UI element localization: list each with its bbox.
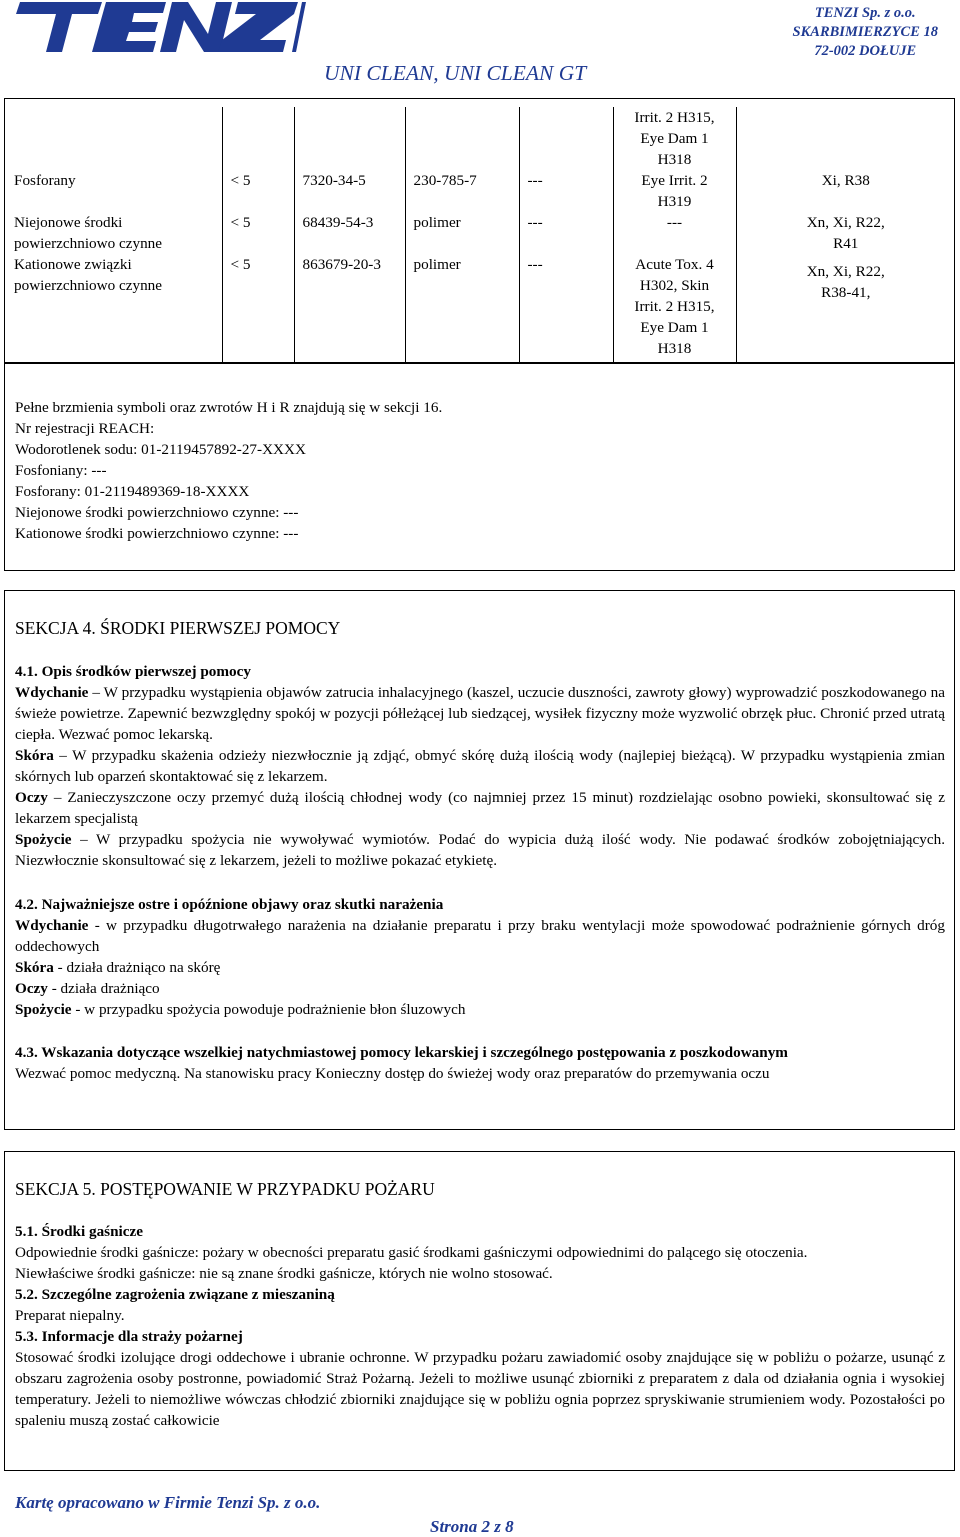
subsection-title: 5.2. Szczególne zagrożenia związane z mieszaniną [15, 1286, 335, 1303]
cell-symbols: Xn, Xi, R22, R38-41, [736, 254, 955, 363]
first-aid-item: Skóra – W przypadku skażenia odzieży niezwłocznie ją zdjąć, obmyć skórę dużą ilością wody (najlepiej bieżącą). W przypadku wystąpienia zmian skórnych lub oparzeń skontaktować się z lekarzem. [15, 747, 945, 785]
section-5-title: SEKCJA 5. POSTĘPOWANIE W PRZYPADKU POŻARU [15, 1179, 435, 1199]
subsection-text: Preparat niepalny. [15, 1307, 125, 1324]
first-aid-item: Oczy – Zanieczyszczone oczy przemyć dużą ilością chłodnej wody (co najmniej przez 15 minut) rozdzielając osobno powieki, skonsultować się z lekarzem specjalistą [15, 789, 945, 827]
table-row [4, 170, 955, 212]
subsection-4-3 [15, 1042, 945, 1084]
cell-ec: 230-785-7 [405, 170, 519, 212]
cell-concentration: < 5 [222, 212, 294, 254]
note-line: Fosforany: 01-2119489369-18-XXXX [15, 483, 250, 500]
note-line: Wodorotlenek sodu: 01-2119457892-27-XXXX [15, 441, 306, 458]
symptom-item: Wdychanie - w przypadku długotrwałego narażenia na działanie preparatu i przy braku wentylacji może spowodować podrażnienie górnych dróg oddechowych [15, 917, 945, 955]
cell-classification: --- [613, 212, 736, 254]
subsection-title: 5.1. Środki gaśnicze [15, 1223, 143, 1240]
first-aid-item: Wdychanie – W przypadku wystąpienia objawów zatrucia inhalacyjnego (kaszel, uczucie duszności, zawroty głowy) wyprowadzić poszkodowanego na świeże powietrze. Zapewnić bezwzględny spokój w pozycji półleżącej lub siedzącej, wysiłek fizyczny może wyzwolić obrzęk płuc. Chronić przed utratą ciepła. Wezwać pomoc lekarską. [15, 684, 945, 743]
company-street: SKARBIMIERZYCE 18 [792, 24, 938, 40]
company-logo [6, 0, 306, 60]
subsection-text: Odpowiednie środki gaśnicze: pożary w obecności preparatu gasić środkami gaśniczymi odpowiednimi do palącego się otoczenia. [15, 1244, 808, 1261]
note-line: Pełne brzmienia symboli oraz zwrotów H i R znajdują się w sekcji 16. [15, 399, 443, 416]
cell-classification: Eye Irrit. 2 H319 [613, 170, 736, 212]
cell-name: Niejonowe środki powierzchniowo czynne [14, 214, 163, 252]
footer-note: Kartę opracowano w Firmie Tenzi Sp. z o.o. [15, 1493, 321, 1512]
cell-name [4, 107, 222, 170]
symptom-item: Spożycie - w przypadku spożycia powoduje podrażnienie błon śluzowych [15, 1001, 466, 1018]
cell-name: Kationowe związki powierzchniowo czynne [4, 254, 222, 363]
subsection-text: Niewłaściwe środki gaśnicze: nie są znane środki gaśnicze, których nie wolno stosować. [15, 1265, 553, 1282]
company-city: 72-002 DOŁUJE [814, 43, 917, 59]
cell-concentration: < 5 [222, 254, 294, 363]
cell-index: --- [519, 254, 613, 363]
cell-concentration: < 5 [222, 170, 294, 212]
product-name: UNI CLEAN, UNI CLEAN GT [324, 61, 587, 85]
note-line: Niejonowe środki powierzchniowo czynne: --- [15, 504, 299, 521]
company-name: TENZI Sp. z o.o. [814, 5, 916, 21]
subsection-4-1 [15, 661, 945, 871]
section-5-body [15, 1221, 945, 1431]
cell-name: Fosforany [14, 172, 76, 189]
first-aid-item: Spożycie – W przypadku spożycia nie wywoływać wymiotów. Podać do wypicia dużą ilość wody. Nie podawać środków zobojętniających. Niezwłocznie skonsultować się z lekarzem, jeżeli to możliwe pokazać etykietę. [15, 831, 945, 869]
cell-classification: Irrit. 2 H315, Eye Dam 1 H318 [613, 107, 736, 170]
composition-table [4, 107, 955, 364]
subsection-title: 4.1. Opis środków pierwszej pomocy [15, 663, 251, 680]
composition-notes [15, 397, 945, 544]
cell-symbols: Xi, R38 [736, 170, 955, 212]
symptom-item: Skóra - działa drażniąco na skórę [15, 959, 221, 976]
cell-index: --- [519, 170, 613, 212]
table-row [4, 254, 955, 363]
note-line: Kationowe środki powierzchniowo czynne: --- [15, 525, 299, 542]
cell-ec: polimer [405, 254, 519, 363]
subsection-title: 4.3. Wskazania dotyczące wszelkiej natychmiastowej pomocy lekarskiej i szczególnego postępowania z poszkodowanym [15, 1044, 788, 1061]
cell-cas: 863679-20-3 [294, 254, 405, 363]
company-address [793, 4, 938, 61]
cell-symbols: Xn, Xi, R22, R41 [736, 212, 955, 254]
subsection-text: Stosować środki izolujące drogi oddechowe i ubranie ochronne. W przypadku pożaru zawiadomić osoby znajdujące się w pobliżu o pożarze, usunąć z obszaru zagrożenia osoby postronne, powiadomić Straż Pożarną. Jeżeli to możliwe usunąć zbiorniki z preparatem z dala od działania ognia i wysokiej temperatury. Jeżeli to niemożliwe wówczas chłodzić zbiorniki znajdujące się w pobliżu ognia poprzez spryskiwanie strumieniem wody. Pozostałości po spaleniu muszą zostać całkowicie [15, 1349, 945, 1429]
section-4-title: SEKCJA 4. ŚRODKI PIERWSZEJ POMOCY [15, 618, 341, 638]
table-row [4, 212, 955, 254]
subsection-4-2 [15, 894, 945, 1020]
subsection-text: Wezwać pomoc medyczną. Na stanowisku pracy Konieczny dostęp do świeżej wody oraz preparatów do przemywania oczu [15, 1065, 770, 1082]
cell-cas: 68439-54-3 [294, 212, 405, 254]
cell-classification: Acute Tox. 4 H302, Skin Irrit. 2 H315, Eye Dam 1 H318 [613, 254, 736, 363]
table-row [4, 107, 955, 170]
subsection-title: 5.3. Informacje dla straży pożarnej [15, 1328, 243, 1345]
subsection-title: 4.2. Najważniejsze ostre i opóźnione objawy oraz skutki narażenia [15, 896, 444, 913]
page-number: Strona 2 z 8 [430, 1517, 514, 1536]
note-line: Fosfoniany: --- [15, 462, 107, 479]
cell-index: --- [519, 212, 613, 254]
symptom-item: Oczy - działa drażniąco [15, 980, 160, 997]
note-line: Nr rejestracji REACH: [15, 420, 155, 437]
cell-cas: 7320-34-5 [294, 170, 405, 212]
cell-ec: polimer [405, 212, 519, 254]
